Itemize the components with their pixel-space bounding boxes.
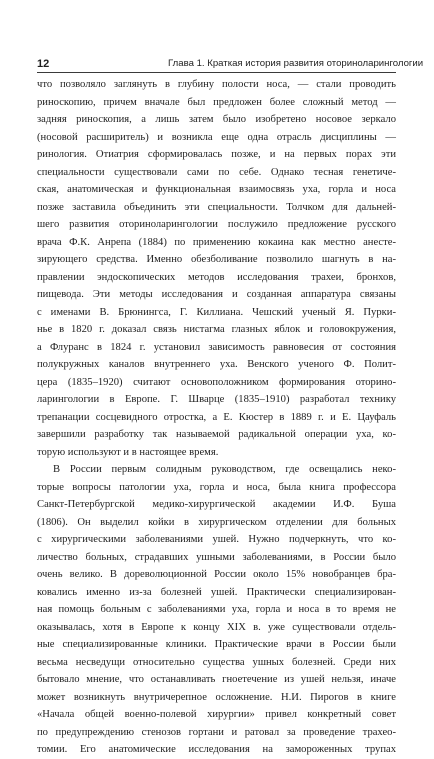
- page-header: [0, 0, 434, 76]
- text-line: торые вопросы патологии уха, горла и носа, была книга профессора: [37, 481, 396, 493]
- text-line: а Флуранс в 1824 г. установил зависимость равновесия от состояния: [37, 341, 396, 353]
- text-line: очень велико. В дореволюционной России около 15% новобранцев бра-: [37, 569, 396, 580]
- text-line: ная помощь больным с заболеваниями уха, горла и носа в то время не: [37, 604, 396, 615]
- text-line: врача Ф.К. Анрепа (1884) по применению кокаина как местно анесте-: [37, 236, 396, 248]
- text-line: задняя риноскопия, а лишь затем было изобретено носовое зеркало: [37, 114, 396, 125]
- text-line: личество больных, страдавших ушными заболеваниями, в России было: [37, 551, 396, 563]
- text-line: завершили разработку так называемой радикальной операции уха, ко-: [37, 429, 396, 440]
- text-line: торую используют и в настоящее время.: [37, 446, 219, 458]
- text-line: ные специализированные клиники. Практические врачи в России были: [37, 639, 396, 650]
- text-line: риноскопию, причем вначале был предложен более сложный метод —: [37, 96, 396, 108]
- text-line: пищевода. Эти методы исследования и созданная аппаратура связаны: [37, 289, 396, 300]
- body-text: [37, 76, 396, 755]
- page-number: 12: [37, 58, 50, 70]
- text-line: с именами В. Брюнингса, Г. Киллиана. Чешский ученый Я. Пурки-: [37, 306, 396, 318]
- text-line: ская, анатомическая и функциональная взаимосвязь уха, горла и носа: [37, 184, 396, 195]
- text-line: «Начала общей военно-полевой хирургии» привел конкретный совет: [37, 709, 396, 720]
- text-line: нье в 1820 г. доказал связь нистагма глазных яблок и головокружения,: [37, 324, 396, 335]
- text-line: по предупреждению стенозов гортани и ратовал за проведение трахео-: [37, 726, 396, 738]
- text-line: весьма несведущи относительно существа ушных болезней. Среди них: [37, 656, 396, 668]
- text-line: ларингологии в Европе. Г. Шварце (1835–1910) разработал технику: [37, 394, 396, 405]
- text-line: что позволяло заглянуть в глубину полости носа, — стали проводить: [37, 79, 396, 90]
- text-line: Санкт-Петербургской медико-хирургической академии И.Ф. Буша: [37, 499, 396, 510]
- text-line: может возникнуть внутричерепное осложнение. Н.И. Пирогов в книге: [37, 691, 396, 703]
- text-line: зирующего средства. Именно обезболивание позволило шагнуть в на-: [37, 254, 396, 265]
- text-line: оказывалась, хотя в Европе к концу XIX в. уже существовали отдель-: [37, 621, 396, 633]
- paragraph-1: [37, 76, 396, 461]
- text-line: цера (1835–1920) считают основоположником формирования оторино-: [37, 376, 396, 388]
- text-line: с хирургическими заболеваниями ушей. Нужно подчеркнуть, что ко-: [37, 534, 396, 545]
- text-line: В России первым солидным руководством, где освещались неко-: [53, 464, 396, 475]
- text-line: правлении эндоскопических методов исследования трахеи, бронхов,: [37, 271, 396, 283]
- text-line: томии. Его анатомические исследования на замороженных трупах: [37, 744, 396, 755]
- text-line: полукружных каналов внутреннего уха. Венского ученого Ф. Полит-: [37, 359, 396, 370]
- text-line: ринология. Отиатрия сформировалась позже, и на первых порах эти: [37, 149, 396, 160]
- header-rule: [37, 72, 396, 73]
- paragraph-2: [37, 461, 396, 759]
- text-line: (1806). Он выделил койки в хирургическом отделении для больных: [37, 516, 396, 528]
- chapter-title: Глава 1. Краткая история развития оториноларингологии: [168, 58, 424, 69]
- text-line: шего развития оториноларингологии послужило предложение русского: [37, 219, 396, 230]
- text-line: трепанации сосцевидного отростка, а Е. Кюстер в 1889 г. и Е. Цауфаль: [37, 411, 396, 423]
- text-line: позже заставила объединить эти специальности. Толчком для дальней-: [37, 201, 396, 213]
- text-line: (носовой расширитель) и возникла еще одна отрасль дисциплины —: [37, 131, 396, 143]
- text-line: специальности существовали сами по себе. Однако тесная генетиче-: [37, 166, 396, 178]
- text-line: бытовало мнение, что останавливать гноетечение из ушей нельзя, иначе: [37, 674, 396, 685]
- text-line: ковались именно из-за болезней ушей. Практически специализирован-: [37, 586, 396, 598]
